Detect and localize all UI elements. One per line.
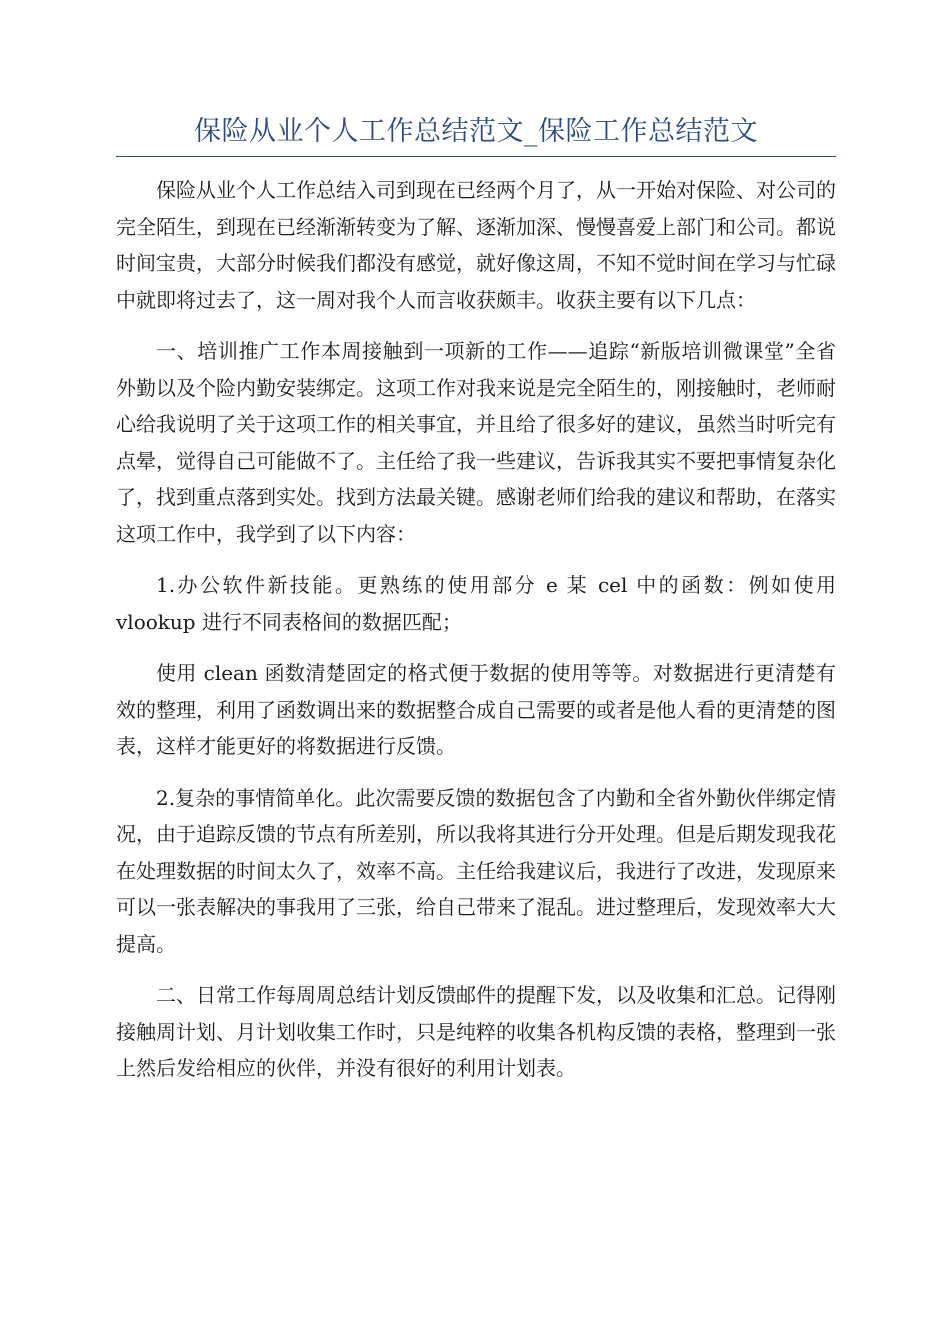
- paragraph-section-one: 一、培训推广工作本周接触到一项新的工作——追踪“新版培训微课堂”全省外勤以及个险内勤安装绑定。这项工作对我来说是完全陌生的，刚接触时，老师耐心给我说明了关于这项工作的相关事宜，并且给了很多好的建议，虽然当时听完有点晕，觉得自己可能做不了。主任给了我一些建议，告诉我其实不要把事情复杂化了，找到重点落到实处。找到方法最关键。感谢老师们给我的建议和帮助，在落实这项工作中，我学到了以下内容：: [116, 339, 836, 546]
- paragraph-intro: 保险从业个人工作总结入司到现在已经两个月了，从一开始对保险、对公司的完全陌生，到现在已经渐渐转变为了解、逐渐加深、慢慢喜爱上部门和公司。都说时间宝贵，大部分时候我们都没有感觉，就好像这周，不知不觉时间在学习与忙碌中就即将过去了，这一周对我个人而言收获颇丰。收获主要有以下几点：: [116, 178, 836, 312]
- paragraph-item-one-continued: 使用 clean 函数清楚固定的格式便于数据的使用等等。对数据进行更清楚有效的整理，利用了函数调出来的数据整合成自己需要的或者是他人看的更清楚的图表，这样才能更好的将数据进行反馈。: [116, 661, 836, 758]
- document-body: [116, 172, 836, 1102]
- paragraph-item-one: 1.办公软件新技能。更熟练的使用部分 e 某 cel 中的函数：例如使用 vlookup 进行不同表格间的数据匹配；: [116, 573, 836, 634]
- paragraph-section-two: 二、日常工作每周周总结计划反馈邮件的提醒下发，以及收集和汇总。记得刚接触周计划、月计划收集工作时，只是纯粹的收集各机构反馈的表格，整理到一张上然后发给相应的伙伴，并没有很好的利用计划表。: [116, 983, 836, 1080]
- paragraph-item-two: 2.复杂的事情简单化。此次需要反馈的数据包含了内勤和全省外勤伙伴绑定情况，由于追踪反馈的节点有所差别，所以我将其进行分开处理。但是后期发现我花在处理数据的时间太久了，效率不高。主任给我建议后，我进行了改进，发现原来可以一张表解决的事我用了三张，给自己带来了混乱。进过整理后，发现效率大大提高。: [116, 785, 836, 956]
- document-title: 保险从业个人工作总结范文_保险工作总结范文: [116, 112, 836, 157]
